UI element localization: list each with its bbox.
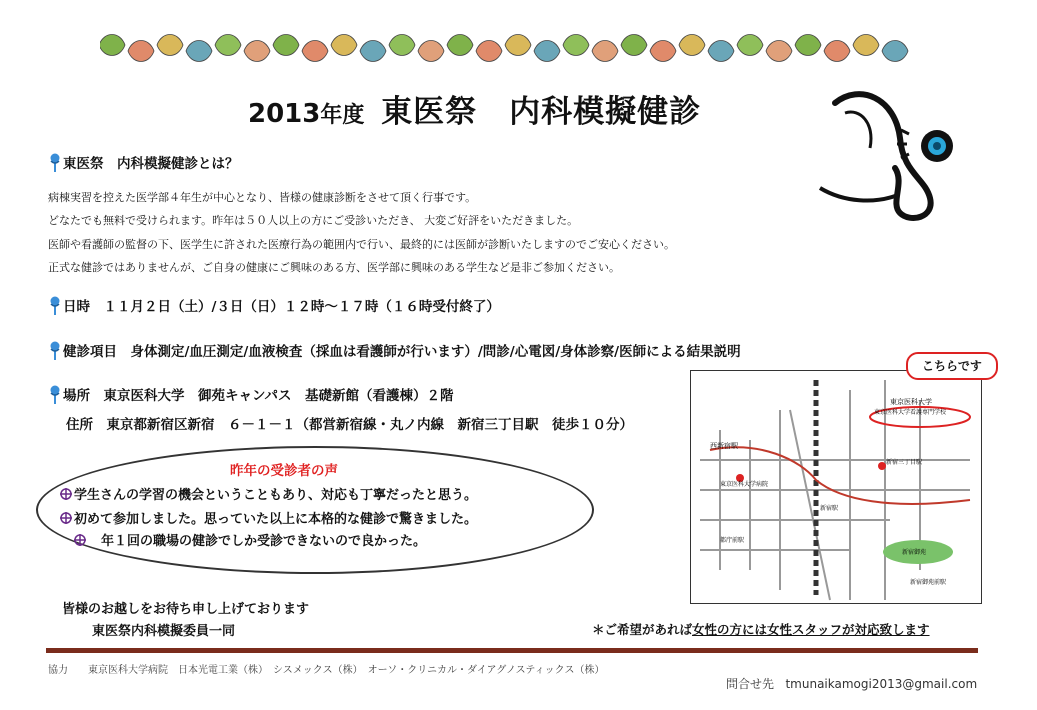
checkup-items-text: 健診項目 身体測定/血圧測定/血液検査（採血は看護師が行います）/問診/心電図/身体診察/医師による結果説明 xyxy=(63,344,741,360)
about-line-1: 病棟実習を控えた医学部４年生が中心となり、皆様の健康診断をさせて頂く行事です。 xyxy=(48,191,477,204)
access-map-drawing xyxy=(690,370,982,604)
stethoscope-icon xyxy=(815,78,965,223)
crosshair-icon xyxy=(74,534,86,546)
checkup-items xyxy=(48,340,741,361)
place xyxy=(48,384,454,405)
leaf-icon xyxy=(795,35,821,56)
closing-greeting: 皆様のお越しをお待ち申し上げております xyxy=(62,602,310,617)
schedule xyxy=(48,295,500,316)
leaf-icon xyxy=(592,41,618,62)
page-title xyxy=(248,86,701,131)
leaf-icon xyxy=(476,41,502,62)
map-label-univ2: 東京医科大学看護専門学校 xyxy=(874,409,947,416)
map-label-nishishinjuku: 西新宿駅 xyxy=(710,442,738,450)
pin-icon xyxy=(48,341,62,361)
voice-item: 年１回の職場の健診でしか受診できないので良かった。 xyxy=(74,530,426,549)
leaf-icon xyxy=(447,35,473,56)
about-line-2: どなたでも無料で受けられます。昨年は５０人以上の方にご受診いただき、 大変ご好評をいただきました。 xyxy=(48,214,579,227)
leaf-icon xyxy=(882,41,908,62)
leaf-icon xyxy=(824,41,850,62)
voices-title: 昨年の受診者の声 xyxy=(230,463,338,479)
pin-icon xyxy=(48,153,62,173)
leaf-icon xyxy=(708,41,734,62)
about-heading xyxy=(48,152,239,173)
leaf-icon xyxy=(621,35,647,56)
leaf-icon xyxy=(737,35,763,56)
voice-item: 初めて参加しました。思っていた以上に本格的な健診で驚きました。 xyxy=(60,508,477,527)
map-label-shinjuku-gyoen: 新宿御苑 xyxy=(902,549,927,556)
address: 住所 東京都新宿区新宿 ６－１－１（都営新宿線・丸ノ内線 新宿三丁目駅 徒歩１０分） xyxy=(66,417,633,433)
leaf-icon xyxy=(128,41,154,62)
leaf-icon xyxy=(360,41,386,62)
leaf-icon xyxy=(186,41,212,62)
leaf-icon xyxy=(100,35,125,56)
place-text: 場所 東京医科大学 御苑キャンパス 基礎新館（看護棟）２階 xyxy=(63,388,454,404)
leaf-icon xyxy=(563,35,589,56)
leaf-icon xyxy=(418,41,444,62)
contact: 問合せ先 tmunaikamogi2013@gmail.com xyxy=(726,677,978,691)
voice-item: 学生さんの学習の機会ということもあり、対応も丁寧だったと思う。 xyxy=(60,484,477,503)
about-heading-text: 東医祭 内科模擬健診とは？ xyxy=(63,156,239,172)
map-label-tochomae: 都庁前駅 xyxy=(720,537,745,544)
leaf-icon xyxy=(215,35,241,56)
leaf-icon xyxy=(853,35,879,56)
leaf-icon xyxy=(273,35,299,56)
leaf-icon xyxy=(389,35,415,56)
leaf-garland xyxy=(100,28,920,68)
title-year: 2013 xyxy=(248,99,321,129)
pin-icon xyxy=(48,296,62,316)
about-line-4: 正式な健診ではありませんが、ご自身の健康にご興味のある方、医学部に興味のある学生など是非ご参加ください。 xyxy=(48,261,620,274)
female-staff-note: ＊ご希望があれば女性の方には女性スタッフが対応致します xyxy=(592,622,930,637)
footer-divider xyxy=(46,648,978,653)
map-label-gyoenmae: 新宿御苑前駅 xyxy=(910,579,947,586)
leaf-icon xyxy=(650,41,676,62)
title-main: 東医祭 内科模擬健診 xyxy=(381,94,702,130)
leaf-icon xyxy=(302,41,328,62)
crosshair-icon xyxy=(60,512,72,524)
map-label-shinjuku: 新宿駅 xyxy=(820,505,839,512)
crosshair-icon xyxy=(60,488,72,500)
leaf-icon xyxy=(534,41,560,62)
map-callout: こちらです xyxy=(906,352,998,380)
closing-committee: 東医祭内科模擬委員一同 xyxy=(92,624,236,639)
contact-email-link[interactable]: tmunaikamogi2013@gmail.com xyxy=(785,677,978,691)
map-label-shinjuku-sanchome: 新宿三丁目駅 xyxy=(886,459,923,466)
about-line-3: 医師や看護師の監督の下、医学生に許された医療行為の範囲内で行い、最終的には医師が診断いたしますのでご安心ください。 xyxy=(48,238,675,251)
leaf-icon xyxy=(157,35,183,56)
schedule-text: 日時 １１月２日（土）/３日（日）１２時～１７時（１６時受付終了） xyxy=(63,299,500,315)
map-label-univ1: 東京医科大学 xyxy=(890,398,932,406)
leaf-icon xyxy=(766,41,792,62)
cooperation: 協力 東京医科大学病院 日本光電工業（株） シスメックス（株） オーソ・クリニカル・ダイアグノスティックス（株） xyxy=(48,665,605,676)
pin-icon xyxy=(48,385,62,405)
leaf-icon xyxy=(505,35,531,56)
leaf-icon xyxy=(244,41,270,62)
map-label-tokyoidai-hosp: 東京医科大学病院 xyxy=(720,481,769,488)
leaf-icon xyxy=(331,35,357,56)
title-nendo: 年度 xyxy=(320,103,365,128)
leaf-icon xyxy=(679,35,705,56)
